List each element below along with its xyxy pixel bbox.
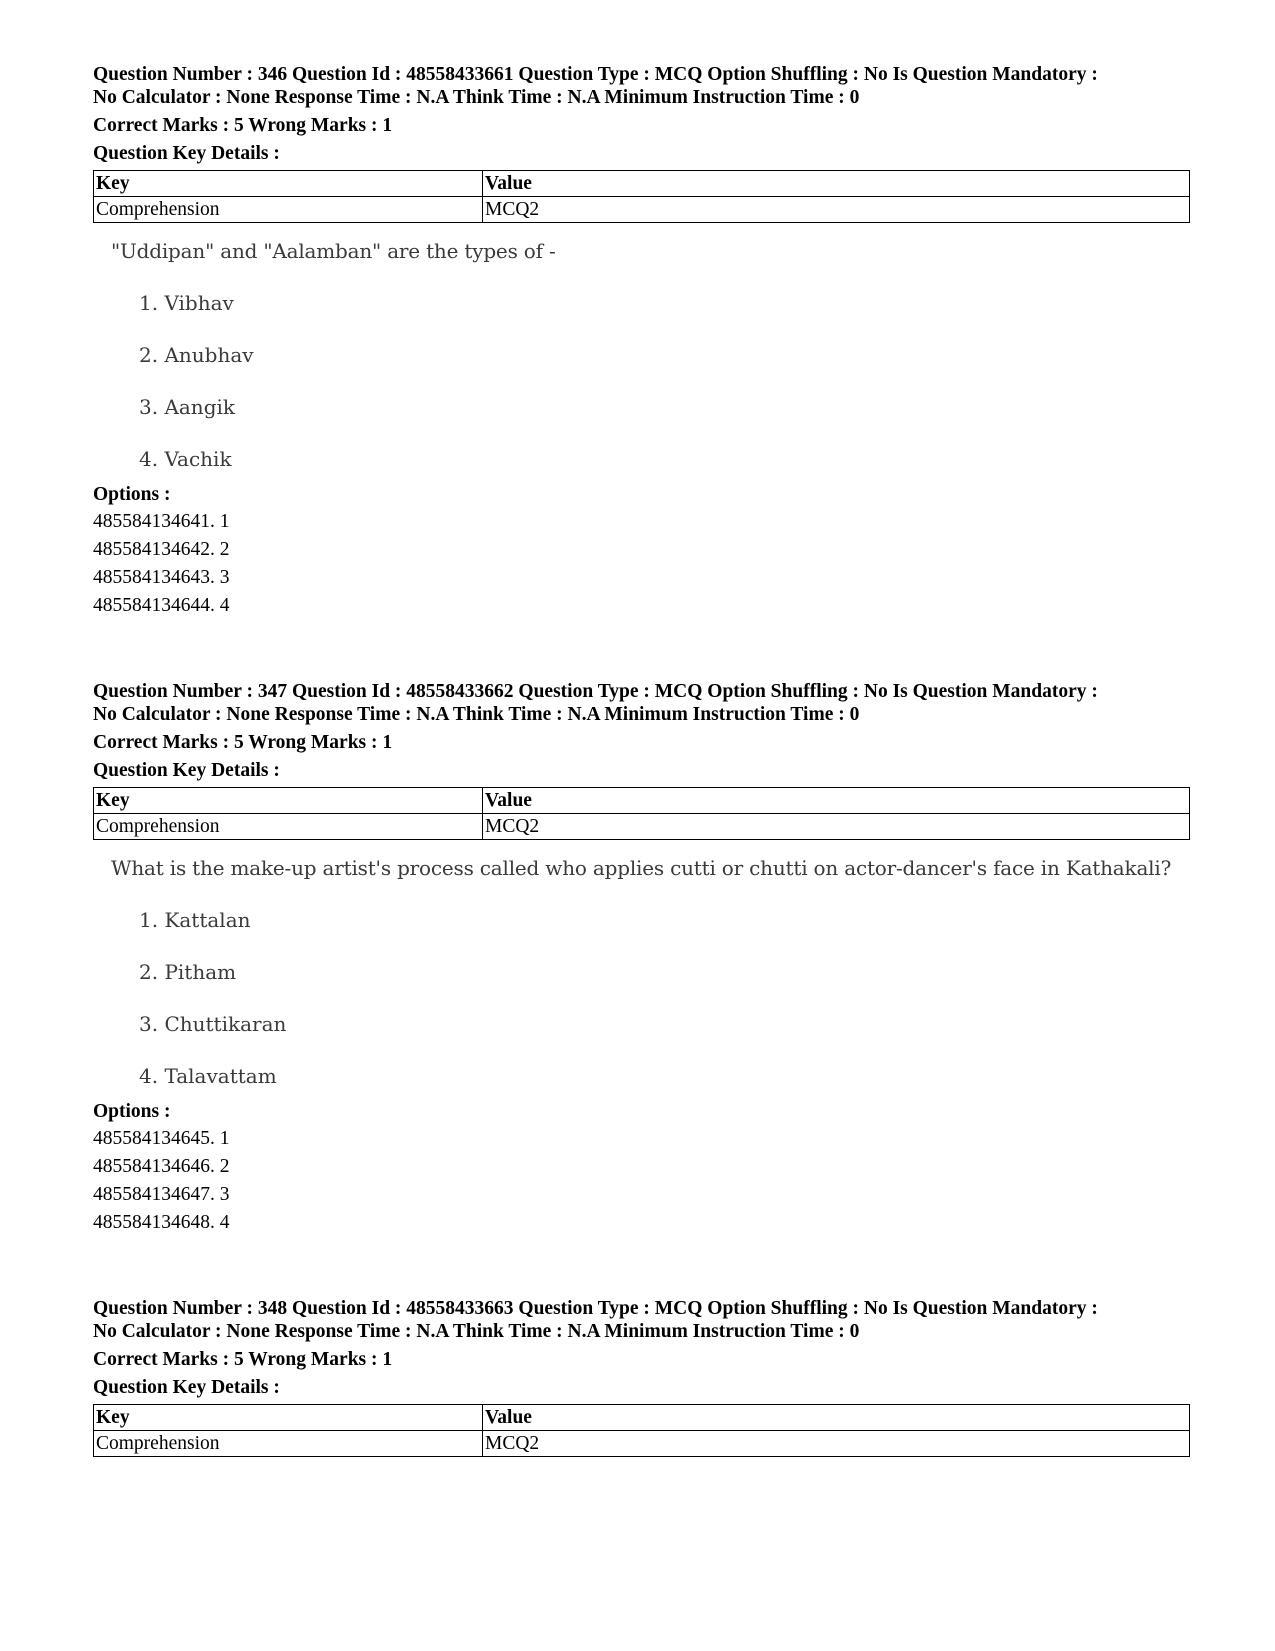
question-meta-line-1: Question Number : 347 Question Id : 48558433662 Question Type : MCQ Option Shuffling : No Is Question Mandatory :: [93, 681, 1098, 702]
question-key-table: [93, 170, 1190, 223]
table-row: [94, 1431, 1190, 1457]
option-item: 485584134644. 4: [93, 595, 230, 616]
question-key-details-label: Question Key Details :: [93, 1377, 280, 1398]
question-meta-line-2: No Calculator : None Response Time : N.A Think Time : N.A Minimum Instruction Time : 0: [93, 704, 860, 725]
table-cell-value: MCQ2: [483, 814, 1190, 840]
question-key-details-label: Question Key Details :: [93, 760, 280, 781]
question-key-details-label: Question Key Details :: [93, 143, 280, 164]
table-cell-value: MCQ2: [483, 1431, 1190, 1457]
question-text: "Uddipan" and "Aalamban" are the types of -: [111, 239, 556, 263]
table-row: [94, 814, 1190, 840]
question-choice: 2. Pitham: [139, 960, 237, 984]
question-marks: Correct Marks : 5 Wrong Marks : 1: [93, 732, 393, 753]
question-meta-line-1: Question Number : 346 Question Id : 48558433661 Question Type : MCQ Option Shuffling : No Is Question Mandatory :: [93, 64, 1098, 85]
option-item: 485584134647. 3: [93, 1184, 230, 1205]
table-cell-key: Comprehension: [94, 1431, 483, 1457]
table-cell-value: MCQ2: [483, 197, 1190, 223]
question-choice: 2. Anubhav: [139, 343, 254, 367]
table-header-row: [94, 1405, 1190, 1431]
question-choice: 1. Kattalan: [139, 908, 251, 932]
question-block-347: [93, 680, 1193, 1237]
option-item: 485584134641. 1: [93, 511, 230, 532]
question-meta-line-2: No Calculator : None Response Time : N.A Think Time : N.A Minimum Instruction Time : 0: [93, 1321, 860, 1342]
table-header-row: [94, 788, 1190, 814]
question-choice: 3. Aangik: [139, 395, 236, 419]
question-choice: 1. Vibhav: [139, 291, 234, 315]
table-header-value: Value: [483, 1405, 1190, 1431]
table-cell-key: Comprehension: [94, 814, 483, 840]
options-label: Options :: [93, 484, 171, 505]
option-item: 485584134646. 2: [93, 1156, 230, 1177]
option-item: 485584134643. 3: [93, 567, 230, 588]
question-block-348: [93, 1297, 1193, 1457]
question-choice: 4. Talavattam: [139, 1064, 277, 1088]
question-meta-line-2: No Calculator : None Response Time : N.A Think Time : N.A Minimum Instruction Time : 0: [93, 87, 860, 108]
question-meta-line-1: Question Number : 348 Question Id : 48558433663 Question Type : MCQ Option Shuffling : No Is Question Mandatory :: [93, 1298, 1098, 1319]
question-key-table: [93, 787, 1190, 840]
question-key-table: [93, 1404, 1190, 1457]
question-image: [93, 840, 1193, 1098]
question-choice: 4. Vachik: [139, 447, 232, 471]
option-item: 485584134648. 4: [93, 1212, 230, 1233]
option-item: 485584134645. 1: [93, 1128, 230, 1149]
question-choice: 3. Chuttikaran: [139, 1012, 287, 1036]
table-header-value: Value: [483, 788, 1190, 814]
table-header-row: [94, 171, 1190, 197]
table-header-key: Key: [94, 171, 483, 197]
question-text: What is the make-up artist's process called who applies cutti or chutti on actor-dancer's face in Kathakali?: [111, 856, 1172, 880]
table-header-value: Value: [483, 171, 1190, 197]
question-image: [93, 223, 1193, 481]
options-label: Options :: [93, 1101, 171, 1122]
question-block-346: [93, 63, 1193, 620]
question-marks: Correct Marks : 5 Wrong Marks : 1: [93, 1349, 393, 1370]
option-item: 485584134642. 2: [93, 539, 230, 560]
table-cell-key: Comprehension: [94, 197, 483, 223]
table-header-key: Key: [94, 1405, 483, 1431]
question-marks: Correct Marks : 5 Wrong Marks : 1: [93, 115, 393, 136]
table-header-key: Key: [94, 788, 483, 814]
table-row: [94, 197, 1190, 223]
